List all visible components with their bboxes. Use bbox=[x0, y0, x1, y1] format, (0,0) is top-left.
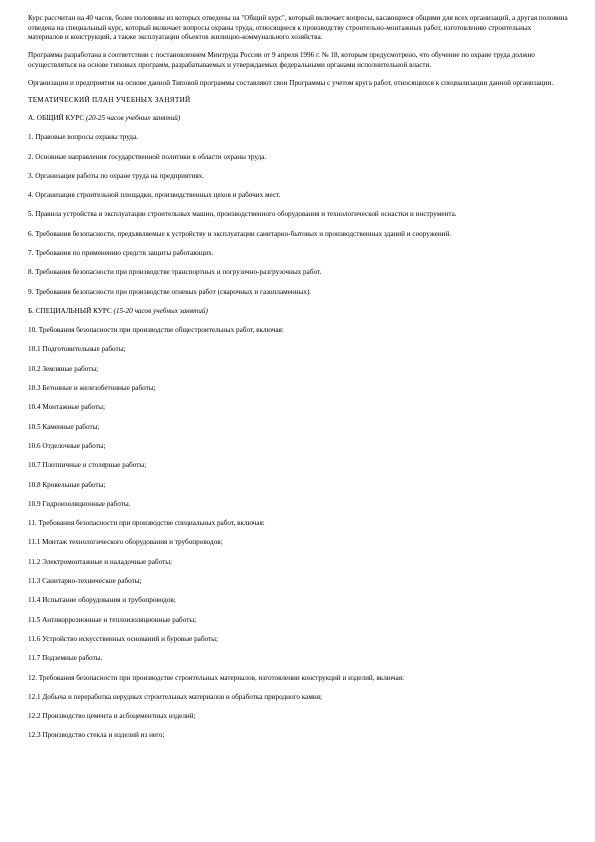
list-item: 11.1 Монтаж технологического оборудования и трубопроводов; bbox=[28, 538, 223, 547]
list-item: 4. Организация строительной площадки, производственных цехов и рабочих мест. bbox=[28, 191, 281, 200]
intro-paragraph-3: Организации и предприятия на основе данной Типовой программы составляют свои Программы с учетом круга работ, относящихся к специализации данной организации. bbox=[28, 78, 554, 87]
section-b-label: Б. СПЕЦИАЛЬНЫЙ КУРС bbox=[28, 306, 114, 315]
list-item: 11.3 Санитарно-технические работы; bbox=[28, 577, 142, 586]
list-item: 12.3 Производство стекла и изделий из него; bbox=[28, 731, 165, 740]
list-item: 9. Требования безопасности при производстве огневых работ (сварочных и газопламенных). bbox=[28, 287, 312, 296]
list-item: 5. Правила устройства и эксплуатации строительных машин, производственного оборудования и технологической оснастки и инструмента. bbox=[28, 210, 457, 219]
list-item: 10.4 Монтажные работы; bbox=[28, 403, 105, 412]
list-item: 11.2 Электромонтажные и наладочные работы; bbox=[28, 557, 173, 566]
list-item: 11.5 Антикоррозионные и теплоизоляционные работы; bbox=[28, 615, 197, 624]
list-item: 2. Основные направления государственной политики в области охраны труда. bbox=[28, 152, 267, 161]
list-item: 11. Требования безопасности при производстве специальных работ, включая: bbox=[28, 519, 265, 528]
list-item: 11.4 Испытание оборудования и трубопроводов; bbox=[28, 596, 176, 605]
list-item: 6. Требования безопасности, предъявляемые к устройству и эксплуатации санитарно-бытовых и производственных зданий и сооружений. bbox=[28, 229, 452, 238]
section-a-label: А. ОБЩИЙ КУРС bbox=[28, 113, 86, 122]
list-item: 10.3 Бетонные и железобетонные работы; bbox=[28, 384, 156, 393]
list-item: 10.7 Плотничные и столярные работы; bbox=[28, 461, 147, 470]
document-page bbox=[28, 14, 568, 751]
list-item: 11.7 Подземные работы. bbox=[28, 654, 103, 663]
section-a-list bbox=[28, 133, 568, 297]
list-item: 12.1 Добыча и переработка нерудных строительных материалов и обработка природного камня; bbox=[28, 692, 323, 701]
list-item: 12.2 Производство цемента и асбоцементных изделий; bbox=[28, 712, 196, 721]
section-a-heading bbox=[28, 114, 568, 124]
list-item: 11.6 Устройство искусственных оснований и буровые работы; bbox=[28, 634, 218, 643]
list-item: 1. Правовые вопросы охраны труда. bbox=[28, 133, 139, 142]
section-b-heading bbox=[28, 307, 568, 317]
list-item: 10.5 Каменные работы; bbox=[28, 422, 100, 431]
list-item: 3. Организация работы по охране труда на предприятиях. bbox=[28, 171, 205, 180]
list-item: 10.9 Гидроизоляционные работы. bbox=[28, 499, 131, 508]
intro-paragraph-1: Курс рассчитан на 40 часов, более половины из которых отведены на "Общий курс", который включает вопросы, касающиеся общими для всех организаций, а другая половина отведена на специальный курс, который включает вопросы охраны труда, относящиеся к производству строительно-монтажных работ, изготовлению строительных материалов и конструкций, а также эксплуатации объектов жилищно-коммунального хозяйства. bbox=[28, 14, 568, 42]
list-item: 10.6 Отделочные работы; bbox=[28, 441, 106, 450]
list-item: 12. Требования безопасности при производстве строительных материалов, изготовлении конструкций и изделий, включая: bbox=[28, 673, 405, 682]
list-item: 7. Требования по применению средств защиты работающих. bbox=[28, 249, 214, 257]
list-item: 10.1 Подготовительные работы; bbox=[28, 345, 126, 354]
section-b-hours: (15-20 часов учебных занятий) bbox=[113, 306, 208, 315]
plan-title: ТЕМАТИЧЕСКИЙ ПЛАН УЧЕБНЫХ ЗАНЯТИЙ bbox=[28, 96, 191, 105]
list-item: 10.8 Кровельные работы; bbox=[28, 480, 106, 489]
list-item: 8. Требования безопасности при производстве транспортных и погрузочно-разгрузочных работ. bbox=[28, 268, 322, 277]
list-item: 10. Требования безопасности при производстве общестроительных работ, включая: bbox=[28, 326, 284, 335]
list-item: 10.2 Земляные работы; bbox=[28, 364, 99, 373]
section-b-list bbox=[28, 326, 568, 741]
intro-paragraph-2: Программа разработана в соответствии с постановлением Минтруда России от 9 апреля 1996 г. № 18, которым предусмотрено, что обучение по охране труда должно осуществляться на основе типовых программ, разрабатываемых и утверждаемых федеральными органами исполнительной власти. bbox=[28, 51, 535, 69]
section-a-hours: (20-25 часов учебных занятий) bbox=[85, 113, 181, 122]
